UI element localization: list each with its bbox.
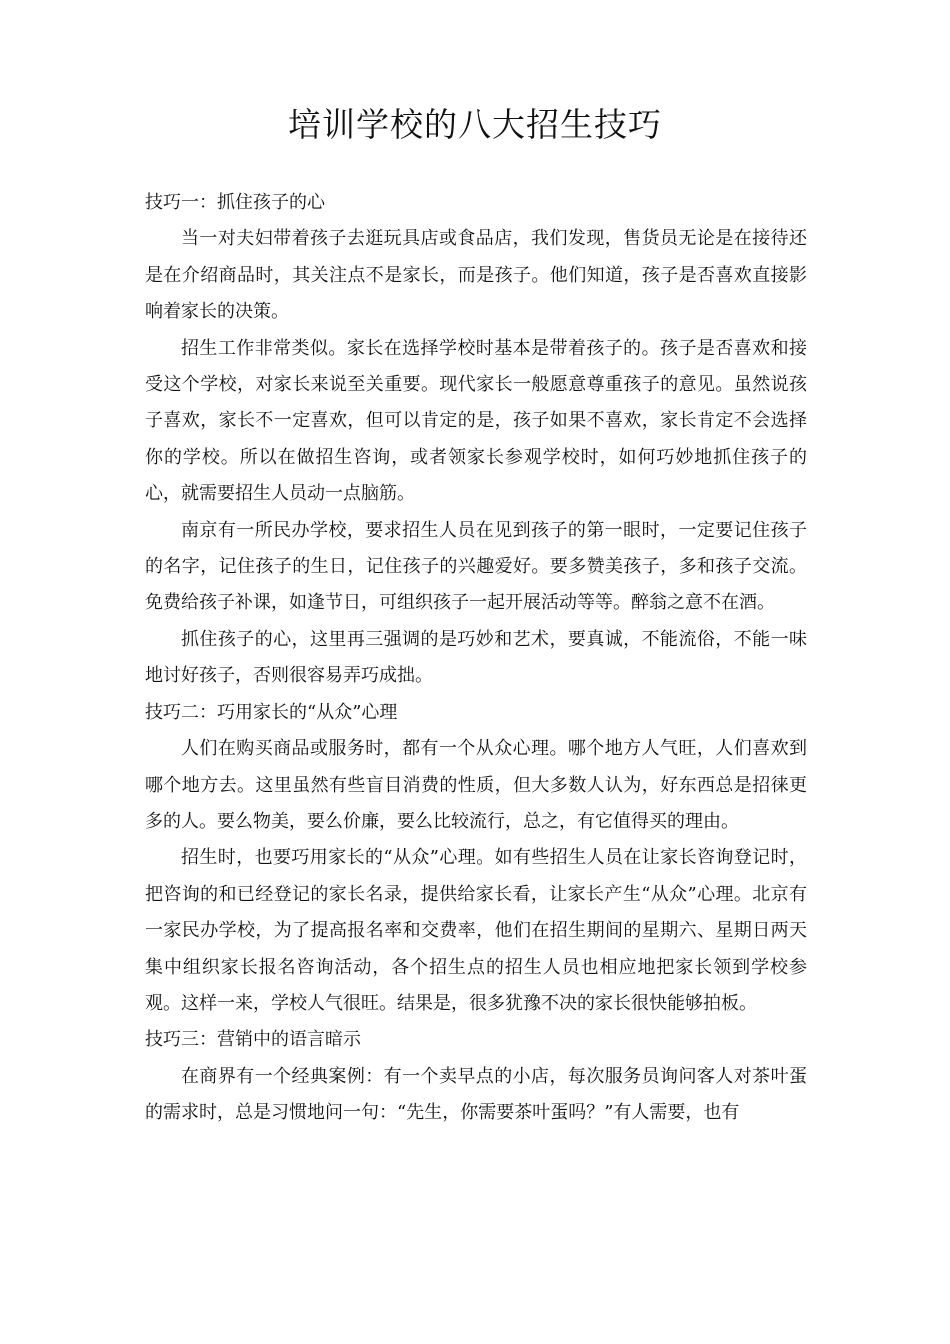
section-heading-2: 技巧二：巧用家长的“从众”心理 — [145, 701, 398, 723]
paragraph: 抓住孩子的心，这里再三强调的是巧妙和艺术，要真诚，不能流俗，不能一味地讨好孩子，否则很容易弄巧成拙。 — [145, 628, 807, 687]
document-title: 培训学校的八大招生技巧 — [288, 105, 662, 144]
paragraph: 招生时，也要巧用家长的“从众”心理。如有些招生人员在让家长咨询登记时，把咨询的和已经登记的家长名录，提供给家长看，让家长产生“从众”心理。北京有一家民办学校，为了提高报名率和交费率，他们在招生期间的星期六、星期日两天集中组织家长报名咨询活动，各个招生点的招生人员也相应地把家长领到学校参观。这样一来，学校人气很旺。结果是，很多犹豫不决的家长很快能够拍板。 — [145, 847, 807, 1014]
paragraph: 招生工作非常类似。家长在选择学校时基本是带着孩子的。孩子是否喜欢和接受这个学校，对家长来说至关重要。现代家长一般愿意尊重孩子的意见。虽然说孩子喜欢，家长不一定喜欢，但可以肯定的是，孩子如果不喜欢，家长肯定不会选择你的学校。所以在做招生咨询，或者领家长参观学校时，如何巧妙地抓住孩子的心，就需要招生人员动一点脑筋。 — [145, 337, 807, 505]
section-heading-3: 技巧三：营销中的语言暗示 — [145, 1029, 361, 1051]
paragraph: 南京有一所民办学校，要求招生人员在见到孩子的第一眼时，一定要记住孩子的名字，记住孩子的生日，记住孩子的兴趣爱好。要多赞美孩子，多和孩子交流。免费给孩子补课，如逢节日，可组织孩子一起开展活动等等。醉翁之意不在酒。 — [145, 519, 807, 614]
paragraph: 当一对夫妇带着孩子去逛玩具店或食品店，我们发现，售货员无论是在接待还是在介绍商品时，其关注点不是家长，而是孩子。他们知道，孩子是否喜欢直接影响着家长的决策。 — [145, 228, 807, 323]
paragraph: 人们在购买商品或服务时，都有一个从众心理。哪个地方人气旺，人们喜欢到哪个地方去。这里虽然有些盲目消费的性质，但大多数人认为，好东西总是招徕更多的人。要么物美，要么价廉，要么比较流行，总之，有它值得买的理由。 — [145, 738, 807, 832]
paragraph: 在商界有一个经典案例：有一个卖早点的小店，每次服务员询问客人对茶叶蛋的需求时，总是习惯地问一句：“先生，你需要茶叶蛋吗？”有人需要，也有 — [145, 1065, 807, 1124]
document-body — [145, 185, 807, 1132]
section-heading-1: 技巧一：抓住孩子的心 — [145, 192, 325, 213]
